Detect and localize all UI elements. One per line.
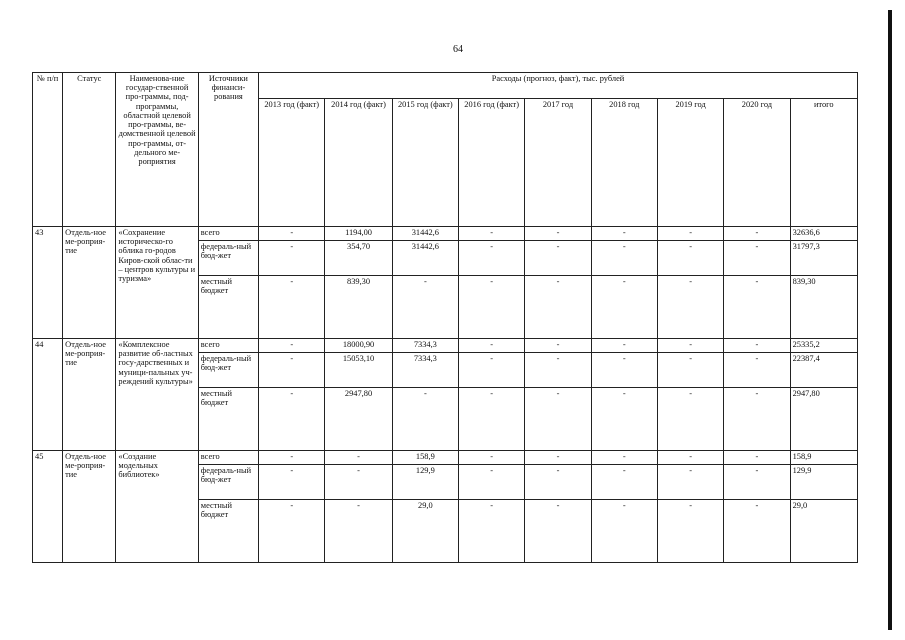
cell-value: -	[657, 227, 723, 241]
table-row	[33, 451, 858, 465]
cell-value: -	[657, 241, 723, 276]
header-year-5: 2018 год	[591, 99, 657, 227]
cell-value: -	[657, 339, 723, 353]
cell-value: -	[525, 353, 591, 388]
cell-value: -	[525, 227, 591, 241]
cell-value: -	[525, 388, 591, 451]
row-source: местный бюджет	[198, 500, 258, 563]
row-number: 44	[33, 339, 63, 451]
header-row-1	[33, 73, 858, 99]
cell-value: -	[459, 465, 525, 500]
cell-value: -	[657, 276, 723, 339]
row-number: 43	[33, 227, 63, 339]
cell-value: -	[591, 500, 657, 563]
cell-value: 7334,3	[392, 353, 458, 388]
cell-value: 158,9	[392, 451, 458, 465]
row-source: местный бюджет	[198, 276, 258, 339]
cell-value: -	[259, 227, 325, 241]
cell-value: -	[591, 451, 657, 465]
cell-value: -	[325, 451, 392, 465]
cell-value: -	[459, 339, 525, 353]
cell-value: -	[259, 388, 325, 451]
cell-total: 31797,3	[790, 241, 857, 276]
header-sources: Источники финанси-рования	[198, 73, 258, 227]
cell-value: -	[259, 500, 325, 563]
cell-value: -	[525, 451, 591, 465]
cell-value: -	[591, 353, 657, 388]
cell-value: -	[259, 451, 325, 465]
row-source: местный бюджет	[198, 388, 258, 451]
header-year-4: 2017 год	[525, 99, 591, 227]
cell-value: -	[724, 465, 790, 500]
cell-total: 158,9	[790, 451, 857, 465]
cell-value: 31442,6	[392, 241, 458, 276]
cell-value: -	[591, 388, 657, 451]
cell-value: -	[259, 241, 325, 276]
cell-total: 22387,4	[790, 353, 857, 388]
cell-value: 31442,6	[392, 227, 458, 241]
scan-edge-line	[888, 10, 892, 630]
cell-value: -	[259, 353, 325, 388]
row-status: Отдель-ное ме-роприя-тие	[63, 227, 116, 339]
cell-value: -	[591, 465, 657, 500]
cell-value: -	[459, 227, 525, 241]
cell-value: 2947,80	[325, 388, 392, 451]
row-number: 45	[33, 451, 63, 563]
cell-value: -	[392, 276, 458, 339]
row-status: Отдель-ное ме-роприя-тие	[63, 339, 116, 451]
header-year-1: 2014 год (факт)	[325, 99, 392, 227]
cell-value: -	[525, 241, 591, 276]
cell-value: 839,30	[325, 276, 392, 339]
cell-value: -	[591, 227, 657, 241]
cell-total: 129,9	[790, 465, 857, 500]
cell-value: -	[591, 276, 657, 339]
header-year-2: 2015 год (факт)	[392, 99, 458, 227]
row-source: федераль-ный бюд-жет	[198, 353, 258, 388]
cell-value: -	[459, 500, 525, 563]
cell-value: -	[525, 339, 591, 353]
cell-total: 29,0	[790, 500, 857, 563]
header-status: Статус	[63, 73, 116, 227]
header-year-8: итого	[790, 99, 857, 227]
header-year-6: 2019 год	[657, 99, 723, 227]
row-source: федераль-ный бюд-жет	[198, 241, 258, 276]
cell-total: 839,30	[790, 276, 857, 339]
cell-value: -	[657, 500, 723, 563]
cell-value: -	[525, 465, 591, 500]
header-expenses: Расходы (прогноз, факт), тыс. рублей	[259, 73, 858, 99]
cell-value: -	[657, 388, 723, 451]
row-source: всего	[198, 227, 258, 241]
cell-total: 2947,80	[790, 388, 857, 451]
cell-value: -	[724, 500, 790, 563]
row-source: всего	[198, 339, 258, 353]
cell-value: -	[724, 451, 790, 465]
row-source: всего	[198, 451, 258, 465]
cell-total: 32636,6	[790, 227, 857, 241]
cell-value: -	[657, 451, 723, 465]
header-year-0: 2013 год (факт)	[259, 99, 325, 227]
cell-value: 15053,10	[325, 353, 392, 388]
cell-value: -	[459, 276, 525, 339]
row-source: федераль-ный бюд-жет	[198, 465, 258, 500]
row-measure-name: «Создание модельных библиотек»	[116, 451, 198, 563]
header-num: № п/п	[33, 73, 63, 227]
cell-value: 1194,00	[325, 227, 392, 241]
cell-value: -	[325, 465, 392, 500]
cell-value: -	[525, 500, 591, 563]
row-status: Отдель-ное ме-роприя-тие	[63, 451, 116, 563]
cell-value: -	[724, 276, 790, 339]
cell-value: -	[259, 465, 325, 500]
cell-value: -	[591, 339, 657, 353]
cell-value: -	[459, 241, 525, 276]
cell-value: -	[724, 353, 790, 388]
cell-value: -	[259, 276, 325, 339]
page-number: 64	[453, 44, 463, 55]
cell-value: 7334,3	[392, 339, 458, 353]
cell-value: -	[459, 451, 525, 465]
cell-value: -	[459, 353, 525, 388]
table-row	[33, 227, 858, 241]
cell-value: -	[724, 339, 790, 353]
cell-value: -	[724, 388, 790, 451]
cell-value: -	[259, 339, 325, 353]
cell-value: -	[657, 353, 723, 388]
cell-total: 25335,2	[790, 339, 857, 353]
table-row	[33, 339, 858, 353]
cell-value: -	[459, 388, 525, 451]
cell-value: 129,9	[392, 465, 458, 500]
cell-value: -	[325, 500, 392, 563]
cell-value: 18000,90	[325, 339, 392, 353]
row-measure-name: «Комплексное развитие об-ластных госу-дарственных и муници-пальных уч-реждений культуры»	[116, 339, 198, 451]
cell-value: -	[392, 388, 458, 451]
cell-value: 29,0	[392, 500, 458, 563]
cell-value: 354,70	[325, 241, 392, 276]
cell-value: -	[525, 276, 591, 339]
cell-value: -	[591, 241, 657, 276]
header-year-7: 2020 год	[724, 99, 790, 227]
header-year-3: 2016 год (факт)	[459, 99, 525, 227]
row-measure-name: «Сохранение историческо-го облика го-родов Киров-ской облас-ти – центров культуры и туризма»	[116, 227, 198, 339]
cell-value: -	[724, 241, 790, 276]
cell-value: -	[724, 227, 790, 241]
budget-table	[32, 72, 858, 563]
cell-value: -	[657, 465, 723, 500]
header-name: Наименова-ние государ-ственной про-граммы, под-программы, областной целевой про-граммы, ве-домственной целевой про-граммы, от-дельного ме-роприятия	[116, 73, 198, 227]
